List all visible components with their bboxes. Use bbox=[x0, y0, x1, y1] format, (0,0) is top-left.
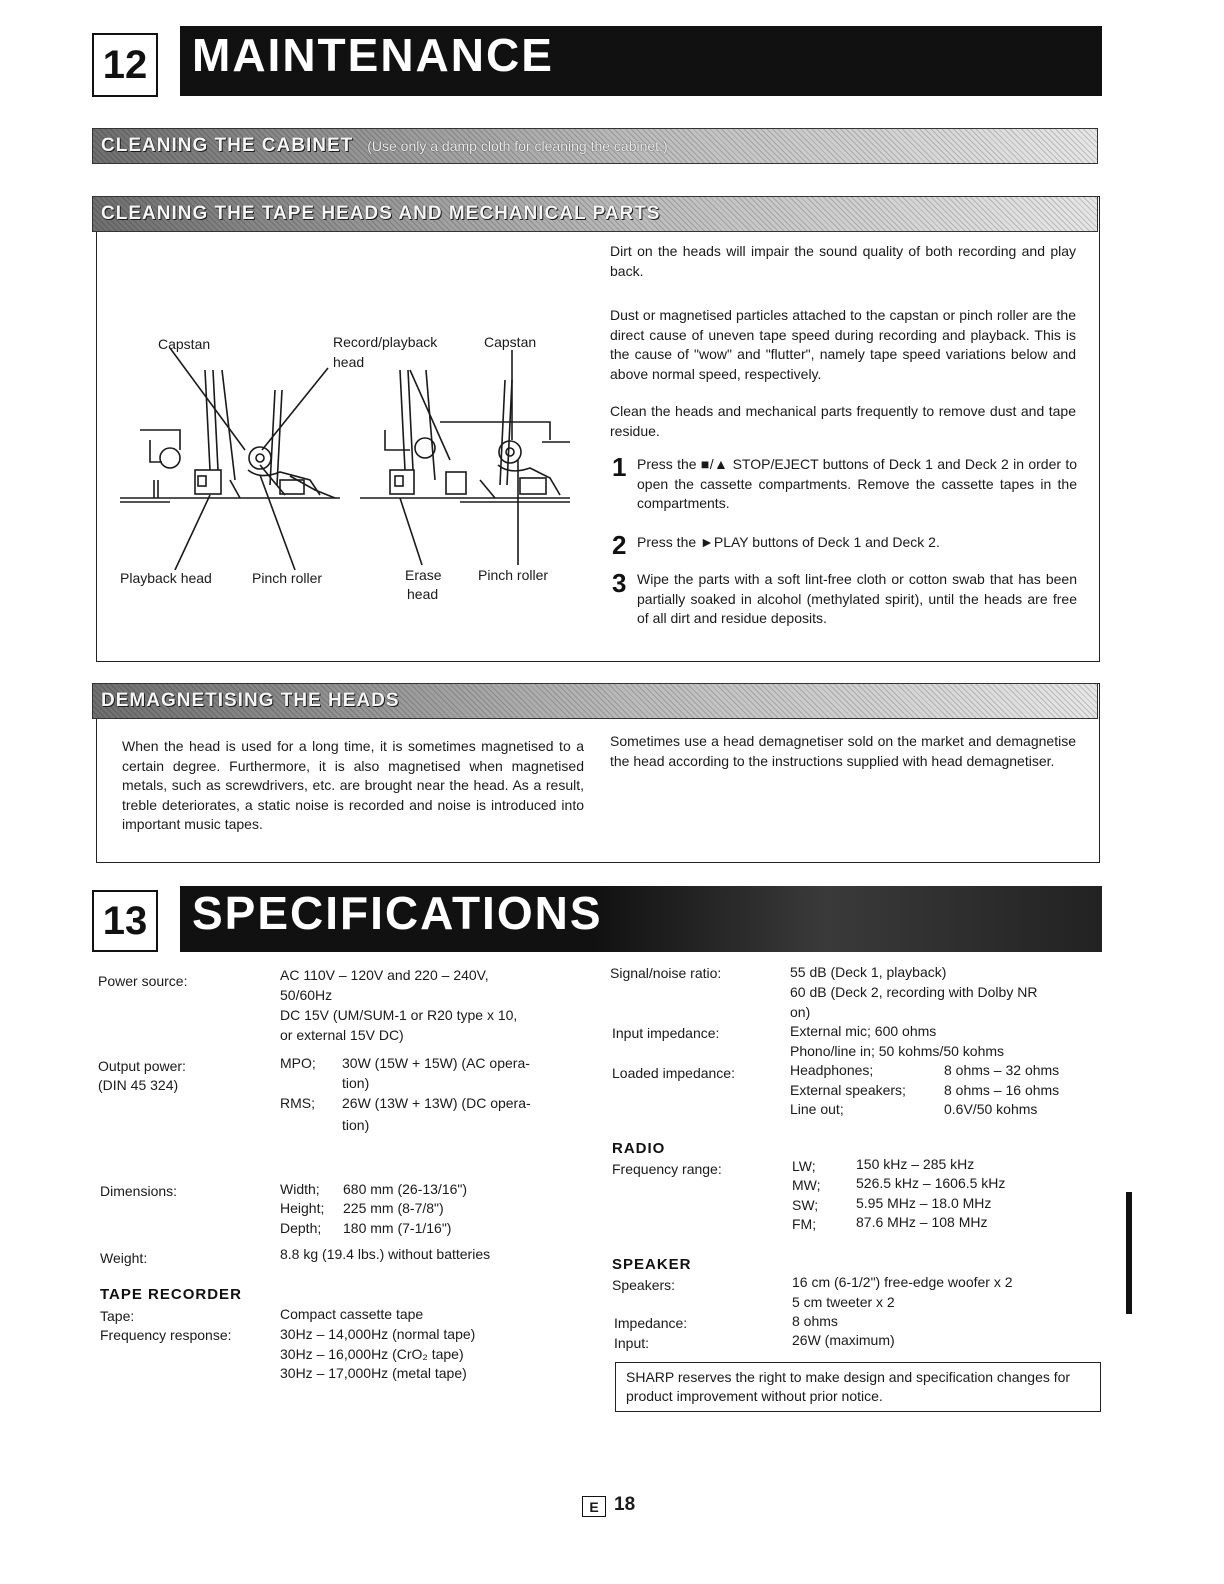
spec-input-imp-label: Input impedance: bbox=[612, 1025, 720, 1041]
spec-tape-heading: TAPE RECORDER bbox=[100, 1286, 242, 1303]
spec-speakers-value-2: 5 cm tweeter x 2 bbox=[792, 1294, 895, 1310]
spec-freq-value-1: 30Hz – 14,000Hz (normal tape) bbox=[280, 1326, 476, 1342]
spec-height-key: Height; bbox=[280, 1200, 325, 1216]
spec-power-value-1: AC 110V – 120V and 220 – 240V, bbox=[280, 967, 489, 983]
tape-heads-heading-bar bbox=[92, 196, 1098, 232]
cabinet-heading-bar bbox=[92, 128, 1098, 164]
step-2-number: 2 bbox=[612, 530, 627, 560]
step-2-text: Press the ►PLAY buttons of Deck 1 and Deck 2. bbox=[637, 534, 940, 550]
spec-depth-key: Depth; bbox=[280, 1220, 322, 1236]
spec-output-label-2: (DIN 45 324) bbox=[98, 1077, 179, 1093]
spec-freq-label: Frequency response: bbox=[100, 1327, 232, 1343]
spec-input-value: 26W (maximum) bbox=[792, 1332, 895, 1348]
tape-heads-heading: CLEANING THE TAPE HEADS AND MECHANICAL PARTS bbox=[101, 203, 661, 224]
demag-right-text: Sometimes use a head demagnetiser sold on the market and demagnetise the head according to the instructions supplied with head demagnetiser. bbox=[610, 733, 1076, 769]
spec-title: SPECIFICATIONS bbox=[192, 887, 603, 939]
spec-freq-value-2: 30Hz – 16,000Hz (CrO₂ tape) bbox=[280, 1346, 464, 1362]
spec-notice: SHARP reserves the right to make design and specification changes for product improvement without prior notice. bbox=[615, 1362, 1101, 1412]
spec-line-out-value: 0.6V/50 kohms bbox=[944, 1101, 1038, 1117]
spec-rms-value-1: 26W (13W + 13W) (DC opera- bbox=[342, 1095, 531, 1111]
spec-title-bar bbox=[180, 886, 1102, 952]
spec-radio-heading: RADIO bbox=[612, 1140, 666, 1157]
spec-output-label: Output power: bbox=[98, 1058, 186, 1074]
spec-ext-speakers-value: 8 ohms – 16 ohms bbox=[944, 1082, 1060, 1098]
step-1-number: 1 bbox=[612, 452, 627, 482]
spec-lw-key: LW; bbox=[792, 1158, 816, 1174]
spec-headphones-value: 8 ohms – 32 ohms bbox=[944, 1062, 1060, 1078]
spec-impedance-value: 8 ohms bbox=[792, 1313, 838, 1329]
spec-ext-speakers-key: External speakers; bbox=[790, 1082, 906, 1098]
spec-line-out-key: Line out; bbox=[790, 1101, 844, 1117]
spec-depth-value: 180 mm (7-1/16") bbox=[343, 1220, 452, 1236]
label-erase-head-2: head bbox=[407, 586, 439, 602]
spec-rms-key: RMS; bbox=[280, 1095, 315, 1111]
cabinet-heading: CLEANING THE CABINET bbox=[101, 135, 354, 156]
spec-tape-label: Tape: bbox=[100, 1308, 135, 1324]
spec-weight-value: 8.8 kg (19.4 lbs.) without batteries bbox=[280, 1246, 491, 1262]
spec-snr-value-3: on) bbox=[790, 1004, 811, 1020]
spec-snr-value-1: 55 dB (Deck 1, playback) bbox=[790, 964, 947, 980]
label-pinch-roller-left: Pinch roller bbox=[252, 570, 323, 586]
tape-heads-intro: Dirt on the heads will impair the sound quality of both recording and play back. bbox=[610, 243, 1076, 279]
spec-input-imp-value-2: Phono/line in; 50 kohms/50 kohms bbox=[790, 1043, 1005, 1059]
spec-power-value-4: or external 15V DC) bbox=[280, 1027, 404, 1043]
spec-headphones-key: Headphones; bbox=[790, 1062, 874, 1078]
demag-left-text: When the head is used for a long time, it is sometimes magnetised to a certain degree. Furthermore, it is also magnetised when magnetised metals, such as screwdrivers, etc. are brought near the head. As a result, treble deteriorates, a static noise is recorded and noise is introduced into important music tapes. bbox=[122, 738, 584, 832]
tape-heads-body-2: Clean the heads and mechanical parts frequently to remove dust and tape residue. bbox=[610, 403, 1076, 439]
spec-weight-label: Weight: bbox=[100, 1250, 148, 1266]
spec-loaded-imp-label: Loaded impedance: bbox=[612, 1065, 735, 1081]
step-3-text: Wipe the parts with a soft lint-free cloth or cotton swab that has been partially soaked in alcohol (methylated spirit), until the heads are free of all dirt and residue deposits. bbox=[637, 571, 1077, 626]
spec-radio-label: Frequency range: bbox=[612, 1161, 722, 1177]
step-1-text: Press the ■/▲ STOP/EJECT buttons of Deck 1 and Deck 2 in order to open the cassette compartments. Remove the cassette tapes in the compartments. bbox=[637, 456, 1077, 511]
spec-speaker-heading: SPEAKER bbox=[612, 1256, 692, 1273]
side-marker bbox=[1126, 1192, 1132, 1314]
spec-mpo-key: MPO; bbox=[280, 1055, 316, 1071]
tape-heads-body: Dust or magnetised particles attached to the capstan or pinch roller are the direct cause of uneven tape speed during recording and playback. This is the cause of "wow" and "flutter", namely tape speed variations below and above normal speed, respectively. bbox=[610, 307, 1076, 382]
page-number: 18 bbox=[614, 1494, 636, 1515]
spec-width-value: 680 mm (26-13/16") bbox=[343, 1181, 468, 1197]
spec-sw-key: SW; bbox=[792, 1197, 819, 1213]
spec-fm-key: FM; bbox=[792, 1216, 817, 1232]
spec-height-value: 225 mm (8-7/8") bbox=[343, 1200, 444, 1216]
section-title: MAINTENANCE bbox=[192, 29, 554, 81]
spec-input-label: Input: bbox=[614, 1335, 650, 1351]
language-badge: E bbox=[582, 1496, 606, 1517]
spec-mw-value: 526.5 kHz – 1606.5 kHz bbox=[856, 1175, 1006, 1191]
label-capstan-right: Capstan bbox=[484, 334, 537, 350]
spec-section-number: 13 bbox=[92, 890, 158, 952]
label-erase-head: Erase bbox=[405, 567, 442, 583]
section-number: 12 bbox=[92, 33, 158, 97]
spec-snr-label: Signal/noise ratio: bbox=[610, 965, 722, 981]
demag-heading-bar bbox=[92, 683, 1098, 719]
cabinet-note: (Use only a damp cloth for cleaning the cabinet.) bbox=[367, 138, 668, 154]
spec-mw-key: MW; bbox=[792, 1177, 821, 1193]
label-record-head-2: head bbox=[333, 354, 365, 370]
spec-rms-value-2: tion) bbox=[342, 1117, 370, 1133]
spec-width-key: Width; bbox=[280, 1181, 320, 1197]
section-title-bar bbox=[180, 26, 1102, 96]
spec-dimensions-label: Dimensions: bbox=[100, 1183, 178, 1199]
spec-freq-value-3: 30Hz – 17,000Hz (metal tape) bbox=[280, 1365, 467, 1381]
spec-power-value-2: 50/60Hz bbox=[280, 987, 333, 1003]
demag-heading: DEMAGNETISING THE HEADS bbox=[101, 690, 400, 711]
spec-power-value-3: DC 15V (UM/SUM-1 or R20 type x 10, bbox=[280, 1007, 518, 1023]
label-playback-head: Playback head bbox=[120, 570, 212, 586]
spec-input-imp-value-1: External mic; 600 ohms bbox=[790, 1023, 937, 1039]
spec-lw-value: 150 kHz – 285 kHz bbox=[856, 1156, 975, 1172]
spec-impedance-label: Impedance: bbox=[614, 1315, 688, 1331]
spec-power-label: Power source: bbox=[98, 973, 188, 989]
spec-tape-value: Compact cassette tape bbox=[280, 1306, 424, 1322]
label-pinch-roller-right: Pinch roller bbox=[478, 567, 549, 583]
step-3-number: 3 bbox=[612, 568, 627, 598]
spec-fm-value: 87.6 MHz – 108 MHz bbox=[856, 1214, 988, 1230]
label-record-head: Record/playback bbox=[333, 334, 438, 350]
label-capstan-left: Capstan bbox=[158, 336, 211, 352]
spec-speakers-label: Speakers: bbox=[612, 1277, 676, 1293]
spec-mpo-value-1: 30W (15W + 15W) (AC opera- bbox=[342, 1055, 530, 1071]
spec-speakers-value-1: 16 cm (6-1/2") free-edge woofer x 2 bbox=[792, 1274, 1013, 1290]
spec-mpo-value-2: tion) bbox=[342, 1075, 370, 1091]
spec-sw-value: 5.95 MHz – 18.0 MHz bbox=[856, 1195, 992, 1211]
spec-snr-value-2: 60 dB (Deck 2, recording with Dolby NR bbox=[790, 984, 1038, 1000]
